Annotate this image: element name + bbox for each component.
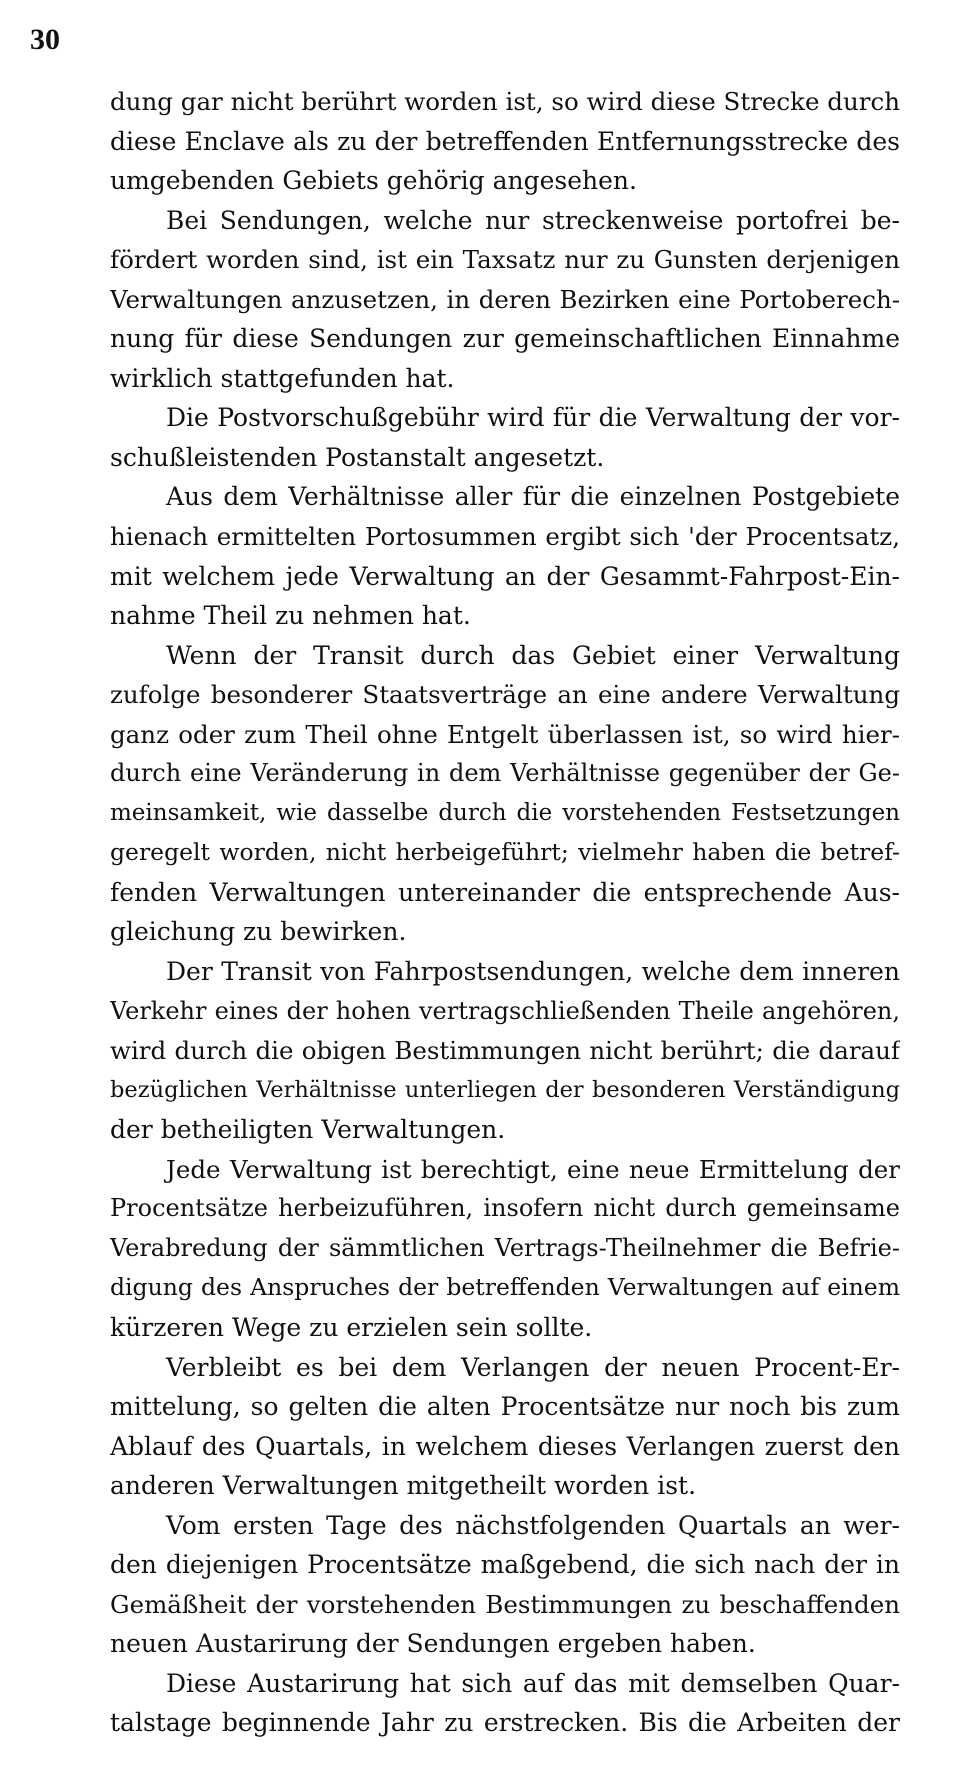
text-line: Procentsätze herbeizuführen, insofern nicht durch gemeinsame [110,1194,900,1223]
text-line: nung für diese Sendungen zur gemeinschaftlichen Einnahme [110,324,900,354]
text-line: digung des Anspruches der betreffenden Verwaltungen auf einem [110,1273,900,1302]
text-line: gleichung zu bewirken. [110,917,407,947]
text-line: fördert worden sind, ist ein Taxsatz nur zu Gunsten derjenigen [110,245,900,275]
text-line: der betheiligten Verwaltungen. [110,1115,506,1145]
text-line: Verwaltungen anzusetzen, in deren Bezirken eine Portoberech- [110,284,900,314]
text-line: zufolge besonderer Staatsverträge an eine andere Verwaltung [110,680,900,710]
text-line: nahme Theil zu nehmen hat. [110,601,471,631]
text-line: wird durch die obigen Bestimmungen nicht berührt; die darauf [110,1036,900,1066]
text-line: anderen Verwaltungen mitgetheilt worden ist. [110,1471,697,1501]
text-line: bezüglichen Verhältnisse unterliegen der besonderen Verständigung [110,1076,900,1103]
text-line: Aus dem Verhältnisse aller für die einzelnen Postgebiete [166,482,900,512]
text-line: geregelt worden, nicht herbeigeführt; vielmehr haben die betref- [110,838,900,867]
text-line: Bei Sendungen, welche nur streckenweise portofrei be- [166,205,900,235]
text-line: Jede Verwaltung ist berechtigt, eine neue Ermittelung der [166,1154,900,1184]
text-line: fenden Verwaltungen untereinander die entsprechende Aus- [110,877,900,907]
page-number: 30 [30,23,60,56]
text-line: Verkehr eines der hohen vertragschließenden Theile angehören, [110,996,900,1025]
text-line: Gemäßheit der vorstehenden Bestimmungen zu beschaffenden [110,1589,900,1619]
text-line: schußleistenden Postanstalt angesetzt. [110,442,605,472]
text-line: Die Postvorschußgebühr wird für die Verwaltung der vor- [166,403,900,433]
text-line: mittelung, so gelten die alten Procentsätze nur noch bis zum [110,1392,900,1422]
text-line: Diese Austarirung hat sich auf das mit demselben Quar- [166,1668,900,1698]
text-line: ganz oder zum Theil ohne Entgelt überlassen ist, so wird hier- [110,719,900,749]
text-line: Verbleibt es bei dem Verlangen der neuen Procent-Er- [166,1352,900,1382]
text-line: dung gar nicht berührt worden ist, so wird diese Strecke durch [110,87,900,116]
text-line: Der Transit von Fahrpostsendungen, welche dem inneren [166,957,900,987]
text-line: Ablauf des Quartals, in welchem dieses Verlangen zuerst den [110,1431,900,1461]
text-line: umgebenden Gebiets gehörig angesehen. [110,166,637,196]
text-line: Verabredung der sämmtlichen Vertrags-Theilnehmer die Befrie- [110,1233,900,1262]
text-line: wirklich stattgefunden hat. [110,363,455,393]
text-line: diese Enclave als zu der betreffenden Entfernungsstrecke des [110,126,900,156]
text-line: Vom ersten Tage des nächstfolgenden Quartals an wer- [166,1510,900,1540]
text-line: Wenn der Transit durch das Gebiet einer Verwaltung [166,640,900,670]
text-line: mit welchem jede Verwaltung an der Gesammt-Fahrpost-Ein- [110,561,900,591]
text-line: durch eine Veränderung in dem Verhältnisse gegenüber der Ge- [110,759,900,788]
text-line: kürzeren Wege zu erzielen sein sollte. [110,1312,593,1342]
text-line: meinsamkeit, wie dasselbe durch die vorstehenden Festsetzungen [110,799,900,826]
text-line: den diejenigen Procentsätze maßgebend, die sich nach der in [110,1550,900,1580]
text-line: talstage beginnende Jahr zu erstrecken. Bis die Arbeiten der [110,1708,900,1738]
text-line: neuen Austarirung der Sendungen ergeben haben. [110,1629,756,1659]
body-text [110,82,900,1743]
text-line: hienach ermittelten Portosummen ergibt sich 'der Procentsatz, [110,522,900,552]
